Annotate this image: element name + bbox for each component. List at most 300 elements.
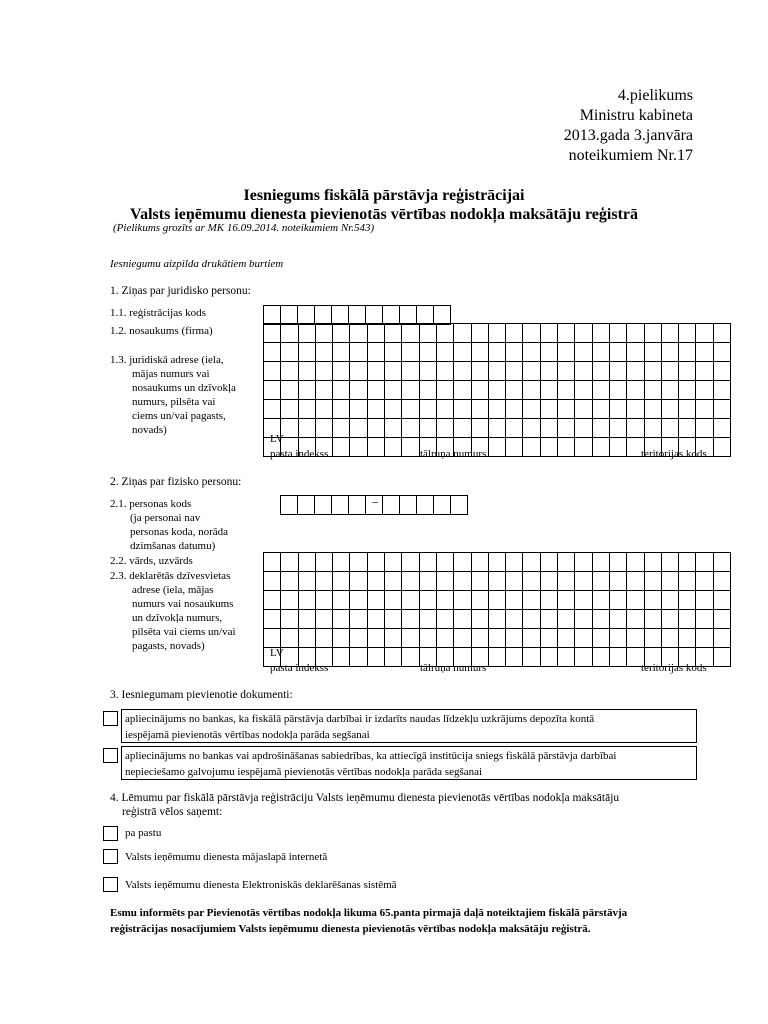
input-cell[interactable] <box>696 381 713 400</box>
input-cell[interactable] <box>645 553 662 572</box>
input-cell[interactable] <box>593 629 610 648</box>
input-cell[interactable] <box>593 419 610 438</box>
input-cell[interactable] <box>316 343 333 362</box>
input-cell[interactable] <box>454 419 471 438</box>
input-cell[interactable] <box>523 648 540 667</box>
input-cell[interactable] <box>385 438 402 457</box>
input-cell[interactable] <box>593 400 610 419</box>
input-cell[interactable] <box>662 629 679 648</box>
input-cell[interactable] <box>645 591 662 610</box>
input-cell[interactable] <box>420 591 437 610</box>
input-cell[interactable] <box>420 362 437 381</box>
input-cell[interactable] <box>350 438 367 457</box>
input-cell[interactable] <box>523 400 540 419</box>
input-cell[interactable] <box>523 324 540 343</box>
input-cell[interactable] <box>679 324 696 343</box>
input-cell[interactable] <box>696 553 713 572</box>
input-cell[interactable] <box>333 381 350 400</box>
input-cell[interactable] <box>610 400 627 419</box>
input-cell[interactable] <box>333 610 350 629</box>
input-cell[interactable] <box>575 343 592 362</box>
input-cell[interactable] <box>385 591 402 610</box>
input-cell[interactable] <box>281 324 298 343</box>
delivery-website-checkbox[interactable] <box>103 849 118 864</box>
input-cell[interactable] <box>316 362 333 381</box>
input-cell[interactable] <box>281 343 298 362</box>
input-cell[interactable] <box>593 648 610 667</box>
input-cell[interactable] <box>368 610 385 629</box>
input-cell[interactable] <box>350 648 367 667</box>
input-cell[interactable] <box>316 610 333 629</box>
input-cell[interactable] <box>558 553 575 572</box>
input-cell[interactable] <box>420 610 437 629</box>
input-cell[interactable] <box>645 343 662 362</box>
input-cell[interactable] <box>541 629 558 648</box>
input-cell[interactable] <box>714 324 731 343</box>
input-cell[interactable] <box>541 572 558 591</box>
input-cell[interactable] <box>523 381 540 400</box>
input-cell[interactable] <box>506 362 523 381</box>
input-cell[interactable] <box>645 381 662 400</box>
input-cell[interactable] <box>368 343 385 362</box>
input-cell[interactable] <box>420 324 437 343</box>
delivery-post-checkbox[interactable] <box>103 826 118 841</box>
input-cell[interactable] <box>523 629 540 648</box>
input-cell[interactable] <box>506 381 523 400</box>
input-cell[interactable] <box>714 572 731 591</box>
input-cell[interactable] <box>662 362 679 381</box>
input-cell[interactable] <box>420 572 437 591</box>
input-cell[interactable] <box>575 629 592 648</box>
input-cell[interactable] <box>696 629 713 648</box>
input-cell[interactable] <box>489 572 506 591</box>
input-cell[interactable] <box>593 591 610 610</box>
input-cell[interactable] <box>368 572 385 591</box>
input-cell[interactable] <box>575 400 592 419</box>
input-cell[interactable] <box>333 343 350 362</box>
input-cell[interactable] <box>506 343 523 362</box>
input-cell[interactable] <box>645 324 662 343</box>
input-cell[interactable] <box>541 648 558 667</box>
input-cell[interactable] <box>281 400 298 419</box>
input-cell[interactable] <box>541 553 558 572</box>
input-cell[interactable] <box>662 343 679 362</box>
input-cell[interactable] <box>454 629 471 648</box>
input-cell[interactable] <box>385 400 402 419</box>
input-cell[interactable] <box>368 438 385 457</box>
input-cell[interactable] <box>385 324 402 343</box>
input-cell[interactable] <box>437 324 454 343</box>
input-cell[interactable] <box>575 591 592 610</box>
input-cell[interactable] <box>472 591 489 610</box>
input-cell[interactable] <box>714 553 731 572</box>
input-cell[interactable] <box>281 591 298 610</box>
input-cell[interactable] <box>558 343 575 362</box>
input-cell[interactable] <box>472 629 489 648</box>
input-cell[interactable] <box>610 324 627 343</box>
input-cell[interactable] <box>350 381 367 400</box>
input-cell[interactable] <box>541 324 558 343</box>
input-cell[interactable] <box>696 419 713 438</box>
input-cell[interactable] <box>610 381 627 400</box>
input-cell[interactable] <box>489 610 506 629</box>
input-cell[interactable] <box>299 400 316 419</box>
input-cell[interactable] <box>489 629 506 648</box>
input-cell[interactable] <box>541 610 558 629</box>
input-cell[interactable] <box>679 572 696 591</box>
input-cell[interactable] <box>402 362 419 381</box>
input-cell[interactable] <box>472 610 489 629</box>
input-cell[interactable] <box>350 419 367 438</box>
input-cell[interactable] <box>437 381 454 400</box>
input-cell[interactable] <box>714 610 731 629</box>
input-cell[interactable] <box>472 400 489 419</box>
input-cell[interactable] <box>714 629 731 648</box>
input-cell[interactable] <box>264 400 281 419</box>
input-cell[interactable] <box>714 343 731 362</box>
input-cell[interactable] <box>627 400 644 419</box>
input-cell[interactable] <box>523 553 540 572</box>
input-cell[interactable] <box>645 362 662 381</box>
input-cell[interactable] <box>281 362 298 381</box>
input-cell[interactable] <box>645 610 662 629</box>
input-cell[interactable] <box>281 610 298 629</box>
input-cell[interactable] <box>679 591 696 610</box>
input-cell[interactable] <box>472 419 489 438</box>
input-cell[interactable] <box>541 419 558 438</box>
input-cell[interactable] <box>299 610 316 629</box>
input-cell[interactable] <box>610 610 627 629</box>
input-cell[interactable] <box>350 629 367 648</box>
input-cell[interactable] <box>385 648 402 667</box>
input-cell[interactable] <box>506 629 523 648</box>
input-cell[interactable] <box>472 381 489 400</box>
doc1-checkbox[interactable] <box>103 711 118 726</box>
input-cell[interactable] <box>368 362 385 381</box>
input-cell[interactable] <box>489 438 506 457</box>
input-cell[interactable] <box>627 324 644 343</box>
input-cell[interactable] <box>333 572 350 591</box>
input-cell[interactable] <box>316 324 333 343</box>
input-cell[interactable] <box>558 324 575 343</box>
input-cell[interactable] <box>593 438 610 457</box>
input-cell[interactable] <box>523 610 540 629</box>
input-cell[interactable] <box>350 591 367 610</box>
input-cell[interactable] <box>316 591 333 610</box>
input-cell[interactable] <box>506 553 523 572</box>
input-cell[interactable] <box>679 362 696 381</box>
input-cell[interactable] <box>350 400 367 419</box>
input-cell[interactable] <box>350 343 367 362</box>
input-cell[interactable] <box>333 438 350 457</box>
input-cell[interactable] <box>385 343 402 362</box>
input-cell[interactable] <box>679 400 696 419</box>
input-cell[interactable] <box>541 381 558 400</box>
input-cell[interactable] <box>696 362 713 381</box>
input-cell[interactable] <box>506 438 523 457</box>
input-cell[interactable] <box>368 400 385 419</box>
input-cell[interactable] <box>662 381 679 400</box>
input-cell[interactable] <box>350 572 367 591</box>
natural-person-grid[interactable] <box>263 552 731 667</box>
input-cell[interactable] <box>316 419 333 438</box>
input-cell[interactable] <box>333 400 350 419</box>
input-cell[interactable] <box>333 648 350 667</box>
input-cell[interactable] <box>610 591 627 610</box>
input-cell[interactable] <box>368 381 385 400</box>
input-cell[interactable] <box>627 610 644 629</box>
input-cell[interactable] <box>679 419 696 438</box>
input-cell[interactable] <box>454 343 471 362</box>
input-cell[interactable] <box>506 324 523 343</box>
input-cell[interactable] <box>316 572 333 591</box>
input-cell[interactable] <box>506 572 523 591</box>
input-cell[interactable] <box>350 362 367 381</box>
input-cell[interactable] <box>281 553 298 572</box>
input-cell[interactable] <box>523 419 540 438</box>
input-cell[interactable] <box>489 419 506 438</box>
input-cell[interactable] <box>472 324 489 343</box>
input-cell[interactable] <box>575 610 592 629</box>
input-cell[interactable] <box>333 553 350 572</box>
input-cell[interactable] <box>610 419 627 438</box>
input-cell[interactable] <box>558 610 575 629</box>
input-cell[interactable] <box>523 438 540 457</box>
input-cell[interactable] <box>454 572 471 591</box>
input-cell[interactable] <box>437 553 454 572</box>
input-cell[interactable] <box>523 343 540 362</box>
input-cell[interactable] <box>696 324 713 343</box>
input-cell[interactable] <box>575 572 592 591</box>
input-cell[interactable] <box>333 362 350 381</box>
input-cell[interactable] <box>368 648 385 667</box>
input-cell[interactable] <box>558 419 575 438</box>
input-cell[interactable] <box>437 572 454 591</box>
input-cell[interactable] <box>299 591 316 610</box>
input-cell[interactable] <box>454 553 471 572</box>
input-cell[interactable] <box>714 591 731 610</box>
input-cell[interactable] <box>264 610 281 629</box>
input-cell[interactable] <box>662 572 679 591</box>
input-cell[interactable] <box>523 362 540 381</box>
input-cell[interactable] <box>558 400 575 419</box>
input-cell[interactable] <box>264 553 281 572</box>
input-cell[interactable] <box>333 629 350 648</box>
input-cell[interactable] <box>714 419 731 438</box>
input-cell[interactable] <box>368 324 385 343</box>
input-cell[interactable] <box>281 629 298 648</box>
input-cell[interactable] <box>541 591 558 610</box>
input-cell[interactable] <box>437 343 454 362</box>
input-cell[interactable] <box>299 362 316 381</box>
input-cell[interactable] <box>489 648 506 667</box>
input-cell[interactable] <box>385 362 402 381</box>
input-cell[interactable] <box>437 362 454 381</box>
input-cell[interactable] <box>437 610 454 629</box>
input-cell[interactable] <box>558 438 575 457</box>
input-cell[interactable] <box>627 381 644 400</box>
input-cell[interactable] <box>506 400 523 419</box>
input-cell[interactable] <box>714 400 731 419</box>
input-cell[interactable] <box>662 324 679 343</box>
input-cell[interactable] <box>472 572 489 591</box>
input-cell[interactable] <box>402 648 419 667</box>
input-cell[interactable] <box>506 610 523 629</box>
input-cell[interactable] <box>506 591 523 610</box>
input-cell[interactable] <box>593 362 610 381</box>
input-cell[interactable] <box>506 419 523 438</box>
input-cell[interactable] <box>627 591 644 610</box>
input-cell[interactable] <box>575 362 592 381</box>
input-cell[interactable] <box>627 572 644 591</box>
input-cell[interactable] <box>714 381 731 400</box>
input-cell[interactable] <box>506 648 523 667</box>
input-cell[interactable] <box>645 629 662 648</box>
input-cell[interactable] <box>385 572 402 591</box>
input-cell[interactable] <box>420 553 437 572</box>
input-cell[interactable] <box>420 629 437 648</box>
input-cell[interactable] <box>402 629 419 648</box>
input-cell[interactable] <box>593 572 610 591</box>
input-cell[interactable] <box>454 362 471 381</box>
input-cell[interactable] <box>610 648 627 667</box>
input-cell[interactable] <box>696 591 713 610</box>
input-cell[interactable] <box>541 362 558 381</box>
input-cell[interactable] <box>541 343 558 362</box>
input-cell[interactable] <box>696 400 713 419</box>
input-cell[interactable] <box>420 419 437 438</box>
input-cell[interactable] <box>575 438 592 457</box>
input-cell[interactable] <box>679 343 696 362</box>
input-cell[interactable] <box>558 629 575 648</box>
input-cell[interactable] <box>489 553 506 572</box>
input-cell[interactable] <box>679 381 696 400</box>
input-cell[interactable] <box>696 343 713 362</box>
input-cell[interactable] <box>523 572 540 591</box>
input-cell[interactable] <box>316 381 333 400</box>
input-cell[interactable] <box>264 381 281 400</box>
input-cell[interactable] <box>472 553 489 572</box>
input-cell[interactable] <box>402 419 419 438</box>
input-cell[interactable] <box>489 381 506 400</box>
input-cell[interactable] <box>679 629 696 648</box>
input-cell[interactable] <box>281 572 298 591</box>
input-cell[interactable] <box>645 572 662 591</box>
input-cell[interactable] <box>385 553 402 572</box>
input-cell[interactable] <box>316 629 333 648</box>
input-cell[interactable] <box>299 572 316 591</box>
input-cell[interactable] <box>264 324 281 343</box>
input-cell[interactable] <box>385 419 402 438</box>
input-cell[interactable] <box>402 343 419 362</box>
input-cell[interactable] <box>437 419 454 438</box>
input-cell[interactable] <box>558 381 575 400</box>
input-cell[interactable] <box>558 648 575 667</box>
legal-entity-grid[interactable] <box>263 323 731 457</box>
input-cell[interactable] <box>368 591 385 610</box>
input-cell[interactable] <box>610 553 627 572</box>
input-cell[interactable] <box>575 324 592 343</box>
input-cell[interactable] <box>662 553 679 572</box>
input-cell[interactable] <box>454 324 471 343</box>
input-cell[interactable] <box>420 400 437 419</box>
input-cell[interactable] <box>696 572 713 591</box>
input-cell[interactable] <box>593 324 610 343</box>
input-cell[interactable] <box>350 324 367 343</box>
input-cell[interactable] <box>489 343 506 362</box>
input-cell[interactable] <box>316 400 333 419</box>
input-cell[interactable] <box>402 572 419 591</box>
input-cell[interactable] <box>402 400 419 419</box>
input-cell[interactable] <box>368 629 385 648</box>
input-cell[interactable] <box>610 343 627 362</box>
input-cell[interactable] <box>333 324 350 343</box>
input-cell[interactable] <box>714 438 731 457</box>
input-cell[interactable] <box>645 400 662 419</box>
input-cell[interactable] <box>350 610 367 629</box>
input-cell[interactable] <box>264 362 281 381</box>
input-cell[interactable] <box>662 610 679 629</box>
input-cell[interactable] <box>402 438 419 457</box>
input-cell[interactable] <box>489 400 506 419</box>
input-cell[interactable] <box>402 553 419 572</box>
input-cell[interactable] <box>264 591 281 610</box>
input-cell[interactable] <box>714 362 731 381</box>
input-cell[interactable] <box>593 610 610 629</box>
input-cell[interactable] <box>350 553 367 572</box>
input-cell[interactable] <box>299 343 316 362</box>
input-cell[interactable] <box>368 419 385 438</box>
input-cell[interactable] <box>610 362 627 381</box>
input-cell[interactable] <box>489 362 506 381</box>
input-cell[interactable] <box>593 381 610 400</box>
input-cell[interactable] <box>662 591 679 610</box>
input-cell[interactable] <box>454 610 471 629</box>
input-cell[interactable] <box>627 362 644 381</box>
input-cell[interactable] <box>679 610 696 629</box>
input-cell[interactable] <box>662 419 679 438</box>
input-cell[interactable] <box>610 629 627 648</box>
input-cell[interactable] <box>558 591 575 610</box>
input-cell[interactable] <box>281 381 298 400</box>
input-cell[interactable] <box>627 553 644 572</box>
input-cell[interactable] <box>645 419 662 438</box>
input-cell[interactable] <box>368 553 385 572</box>
input-cell[interactable] <box>299 629 316 648</box>
input-cell[interactable] <box>333 419 350 438</box>
input-cell[interactable] <box>679 553 696 572</box>
input-cell[interactable] <box>385 629 402 648</box>
input-cell[interactable] <box>385 610 402 629</box>
input-cell[interactable] <box>472 343 489 362</box>
input-cell[interactable] <box>593 553 610 572</box>
input-cell[interactable] <box>437 400 454 419</box>
input-cell[interactable] <box>627 629 644 648</box>
input-cell[interactable] <box>437 591 454 610</box>
input-cell[interactable] <box>575 553 592 572</box>
doc2-checkbox[interactable] <box>103 748 118 763</box>
input-cell[interactable] <box>610 438 627 457</box>
input-cell[interactable] <box>402 324 419 343</box>
input-cell[interactable] <box>299 419 316 438</box>
input-cell[interactable] <box>575 648 592 667</box>
input-cell[interactable] <box>575 381 592 400</box>
input-cell[interactable] <box>454 591 471 610</box>
input-cell[interactable] <box>385 381 402 400</box>
input-cell[interactable] <box>264 572 281 591</box>
input-cell[interactable] <box>714 648 731 667</box>
input-cell[interactable] <box>627 419 644 438</box>
